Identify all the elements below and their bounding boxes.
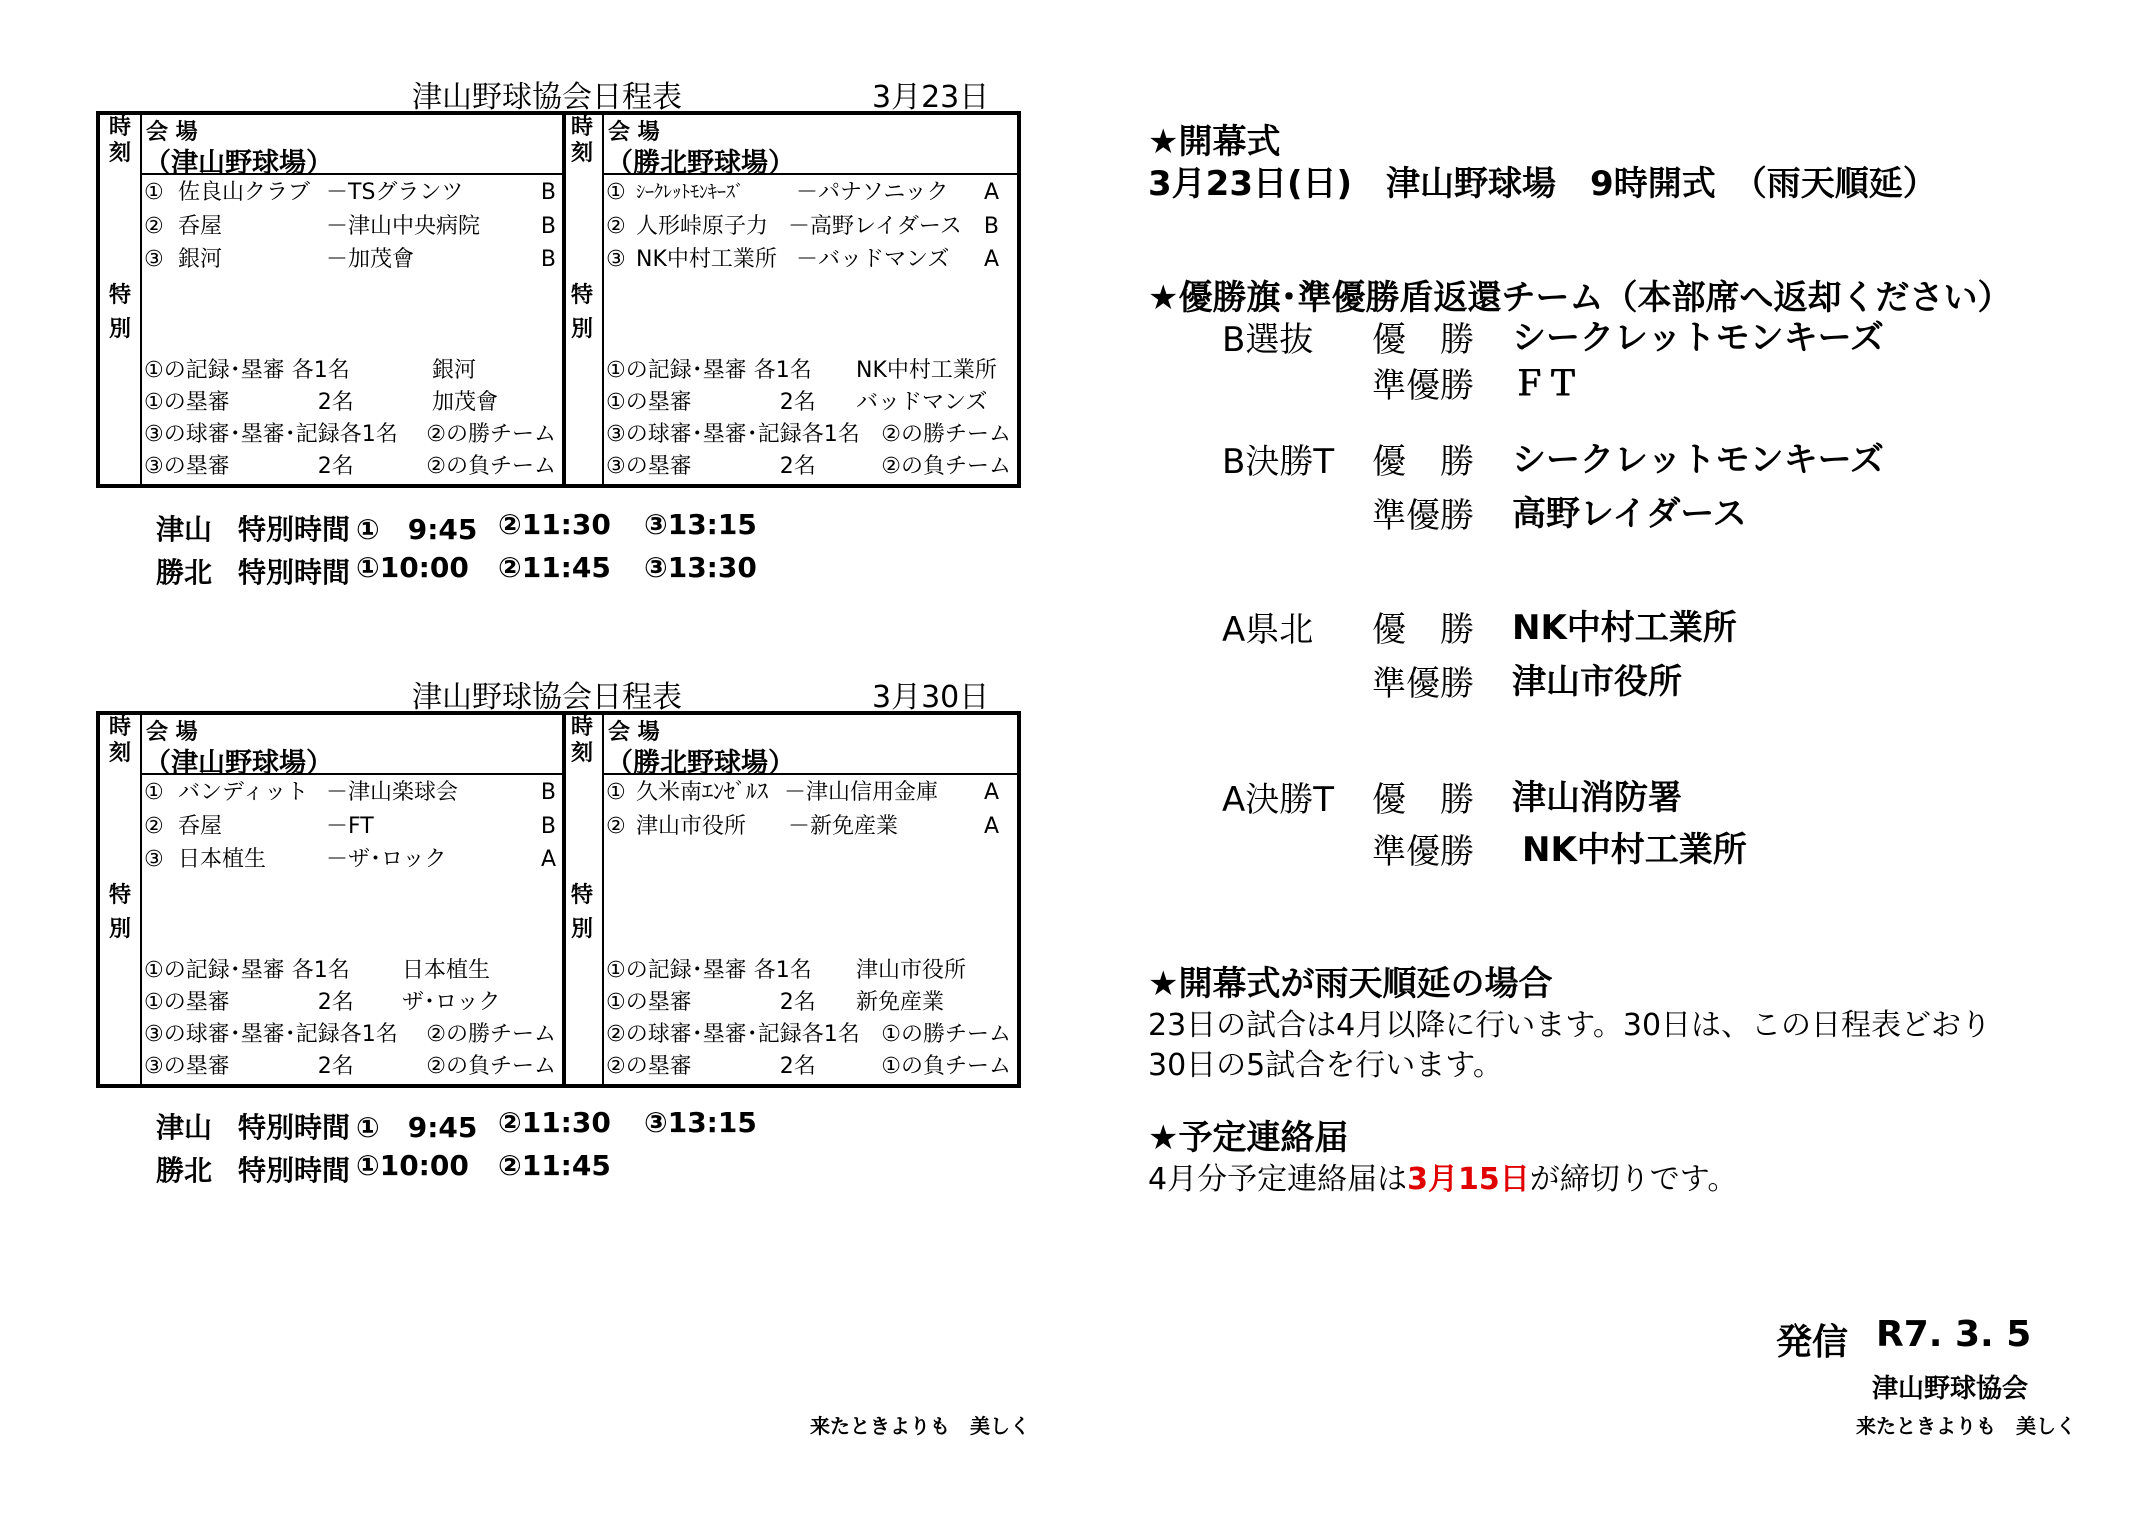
special-label-1: 特 [570,283,593,308]
game-row: ② 人形峠原子力 －高野レイダース B [606,214,999,239]
venue-header [140,115,562,179]
venue-header [140,715,562,779]
special-label-1: 特 [108,283,131,308]
venue-name: （勝北野球場） [606,748,795,779]
duty-row: ③の球審･塁審･記録各1名 ②の勝チーム [144,422,556,447]
time-label-2: 刻 [570,141,593,166]
special-label-1: 特 [570,883,593,908]
contact-heading: ★予定連絡届 [1148,1118,1349,1158]
duty-row: ①の記録･塁審 各1名 津山市役所 [606,958,967,983]
time-column [562,715,604,1084]
footer-slogan-left: 来たときよりも 美しく [810,1414,1030,1438]
duty-row: ①の塁審 2名 新免産業 [606,990,945,1015]
duty-row: ①の記録･塁審 各1名 銀河 [144,358,477,383]
schedule-2-date: 3月30日 [872,680,990,715]
return-heading: ★優勝旗･準優勝盾返還チーム（本部席へ返却ください） [1148,278,2012,318]
duty-row: ③の球審･塁審･記録各1名 ②の勝チーム [606,422,1011,447]
duty-row: ①の塁審 2名 ザ･ロック [144,990,501,1015]
duty-row: ③の塁審 2名 ②の負チーム [606,454,1011,479]
time-label-1: 時 [570,115,593,140]
rain-line-2: 30日の5試合を行います。 [1148,1048,1503,1083]
duty-row: ③の塁審 2名 ②の負チーム [144,1054,556,1079]
venue-header [602,115,1017,179]
opening-heading: ★開幕式 [1148,122,1281,162]
issuer-org: 津山野球協会 [1872,1374,2029,1404]
special-label-1: 特 [108,883,131,908]
time-column [562,115,604,484]
duty-row: ①の塁審 2名 加茂會 [144,390,499,415]
time-label-2: 刻 [108,141,131,166]
rain-heading: ★開幕式が雨天順延の場合 [1148,964,1553,1004]
game-row: ① バンディット －津山楽球会 B [144,780,556,805]
time-label-2: 刻 [108,741,131,766]
schedule-2-table [96,711,1021,1088]
schedule-1-tsuyama [100,115,566,484]
game-row: ② 呑屋 －津山中央病院 B [144,214,556,239]
special-label-2: 別 [108,917,131,942]
game-row: ① ｼｰｸﾚｯﾄﾓﾝｷｰｽﾞ －パナソニック A [606,180,999,205]
duty-row: ③の塁審 2名 ②の負チーム [144,454,556,479]
schedule-1-title: 津山野球協会日程表 [412,80,682,115]
schedule-1-shohoku [562,115,1017,484]
schedule-2-tsuyama [100,715,566,1084]
time-label-2: 刻 [570,741,593,766]
rain-line-1: 23日の試合は4月以降に行います。30日は、この日程表どおり [1148,1008,1992,1043]
time-label-1: 時 [108,115,131,140]
venue-label: 会 場 [146,120,198,145]
special-label-2: 別 [570,317,593,342]
duty-row: ②の球審･塁審･記録各1名 ①の勝チーム [606,1022,1011,1047]
opening-detail: 3月23日(日) 津山野球場 9時開式 （雨天順延） [1148,164,1937,204]
time-label-1: 時 [108,715,131,740]
special-label-2: 別 [570,917,593,942]
time-column [100,115,142,484]
schedule-1-date: 3月23日 [872,80,990,115]
venue-label: 会 場 [608,120,660,145]
venue-name: （津山野球場） [144,148,333,179]
time-column [100,715,142,1084]
duty-row: ①の塁審 2名 バッドマンズ [606,390,988,415]
venue-label: 会 場 [608,720,660,745]
venue-name: （津山野球場） [144,748,333,779]
game-row: ② 津山市役所 －新免産業 A [606,814,999,839]
issued-date: R7. 3. 5 [1876,1314,2032,1355]
game-row: ① 久米南ｴﾝｾﾞﾙｽ －津山信用金庫 A [606,780,999,805]
issued-label: 発信 [1776,1322,1849,1363]
game-row: ③ NK中村工業所 －バッドマンズ A [606,247,999,272]
venue-name: （勝北野球場） [606,148,795,179]
schedule-2-shohoku [562,715,1017,1084]
contact-line: 4月分予定連絡届は3月15日が締切りです。 [1148,1162,1738,1197]
duty-row: ①の記録･塁審 各1名 日本植生 [144,958,491,983]
special-label-2: 別 [108,317,131,342]
duty-row: ①の記録･塁審 各1名 NK中村工業所 [606,358,997,383]
venue-header [602,715,1017,779]
schedule-2-title: 津山野球協会日程表 [412,680,682,715]
game-row: ① 佐良山クラブ －TSグランツ B [144,180,556,205]
duty-row: ③の球審･塁審･記録各1名 ②の勝チーム [144,1022,556,1047]
game-row: ③ 銀河 －加茂會 B [144,247,556,272]
venue-label: 会 場 [146,720,198,745]
schedule-1-table [96,111,1021,488]
footer-slogan-right: 来たときよりも 美しく [1856,1414,2076,1438]
duty-row: ②の塁審 2名 ①の負チーム [606,1054,1011,1079]
game-row: ② 呑屋 －FT B [144,814,556,839]
time-label-1: 時 [570,715,593,740]
deadline-date: 3月15日 [1407,1162,1530,1197]
game-row: ③ 日本植生 －ザ･ロック A [144,847,556,872]
